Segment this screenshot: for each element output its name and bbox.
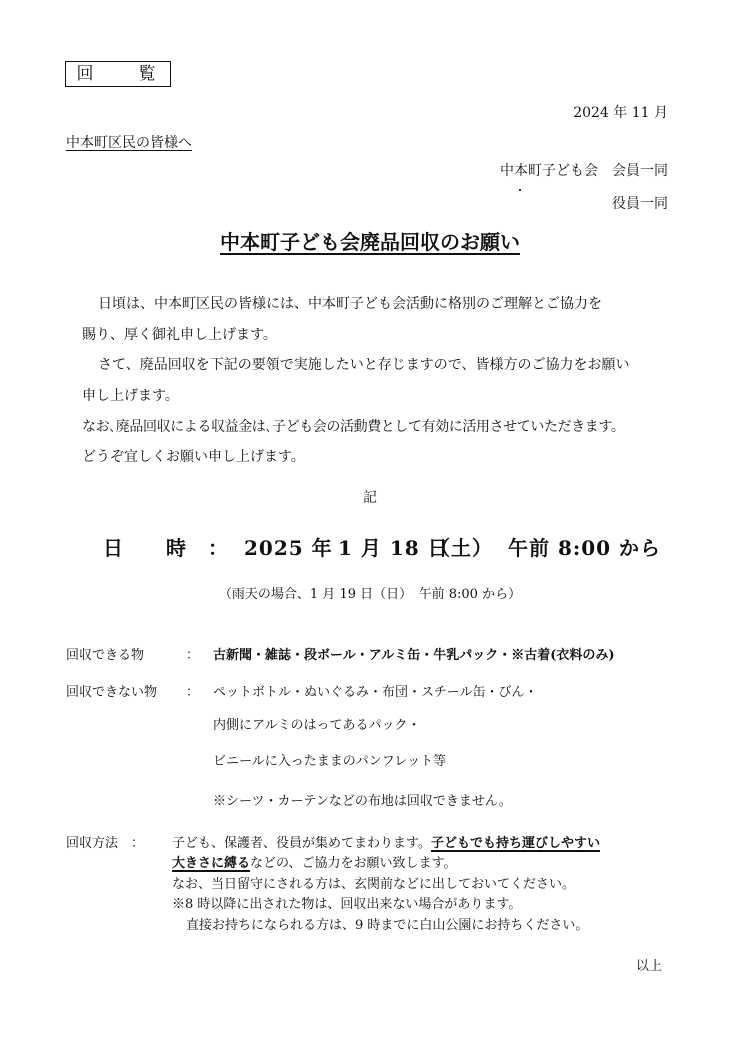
method-line2 [172,852,456,871]
schedule-weekday: （土） [430,536,493,560]
body-p1-line1: 日頃は、中本町区民の皆様には、中本町子ども会活動に格別のご理解とご協力を [98,296,602,312]
ki-heading: 記 [363,490,377,506]
body-p3-line1: なお､廃品回収による収益金は､子ども会の活動費として有効に活用させていただきます。 [82,419,625,435]
ng-items-line3: ビニールに入ったままのパンフレット等 [213,754,447,769]
closing-word: 以上 [635,959,662,974]
document-title: 中本町子ども会廃品回収のお願い [220,230,520,254]
ng-items-line1: ペットボトル・ぬいぐるみ・布団・スチール缶・びん・ [213,685,538,700]
rain-note: （雨天の場合、1 月 19 日（日） 午前 8:00 から） [218,587,522,602]
method-line2-emphasis: 大きさに縛る [172,856,251,871]
method-label: 回収方法 ： [66,836,145,851]
method-line4: ※8 時以降に出された物は、回収出来ない場合があります。 [172,897,522,912]
circular-label: 回 覧 [65,61,171,87]
method-line5: 直接お持ちになられる方は、9 時までに白山公園にお持ちください。 [186,918,589,933]
schedule-label: 日 時 ： [103,536,229,560]
ng-items-line2: 内側にアルミのはってあるパック・ [213,718,421,733]
sender-line-1: 中本町子ども会 会員一同 [500,163,668,179]
ng-items-note: ※シーツ・カーテンなどの布地は回収できません。 [213,794,512,809]
method-line1-text: 子ども、保護者、役員が集めてまわります。 [172,836,431,851]
ok-items-label: 回収できる物 [66,648,145,663]
schedule-year: 2025 年 [244,536,333,560]
ng-items-label: 回収できない物 [66,685,158,700]
sender-line-2: 役員一同 [612,196,668,212]
schedule-time: 午前 8:00 から [508,536,662,560]
body-p2-line2: 申し上げます。 [82,388,179,404]
ng-items-colon: ： [186,685,200,700]
body-p1-line2: 賜り、厚く御礼申し上げます。 [82,327,277,343]
scan-dot [519,189,521,191]
method-line2-text: などの、ご協力をお願い致します。 [250,856,457,871]
method-line1-emphasis: 子どもでも持ち運びしやすい [430,836,600,851]
recipient: 中本町区民の皆様へ [66,135,192,151]
body-p3-line2: どうぞ宜しくお願い申し上げます。 [82,449,305,465]
method-line1 [172,832,600,851]
body-p2-line1: さて、廃品回収を下記の要領で実施したいと存じますので、皆様方のご協力をお願い [98,357,630,373]
ok-items-colon: ： [186,648,200,663]
ok-items-list: 古新聞・雑誌・段ボール・アルミ缶・牛乳パック・※古着(衣料のみ) [213,648,615,663]
method-line3: なお、当日留守にされる方は、玄関前などに出しておいてください。 [172,877,576,892]
issue-date: 2024 年 11 月 [573,105,668,121]
schedule-date: 1 月 18 日 [338,536,449,560]
